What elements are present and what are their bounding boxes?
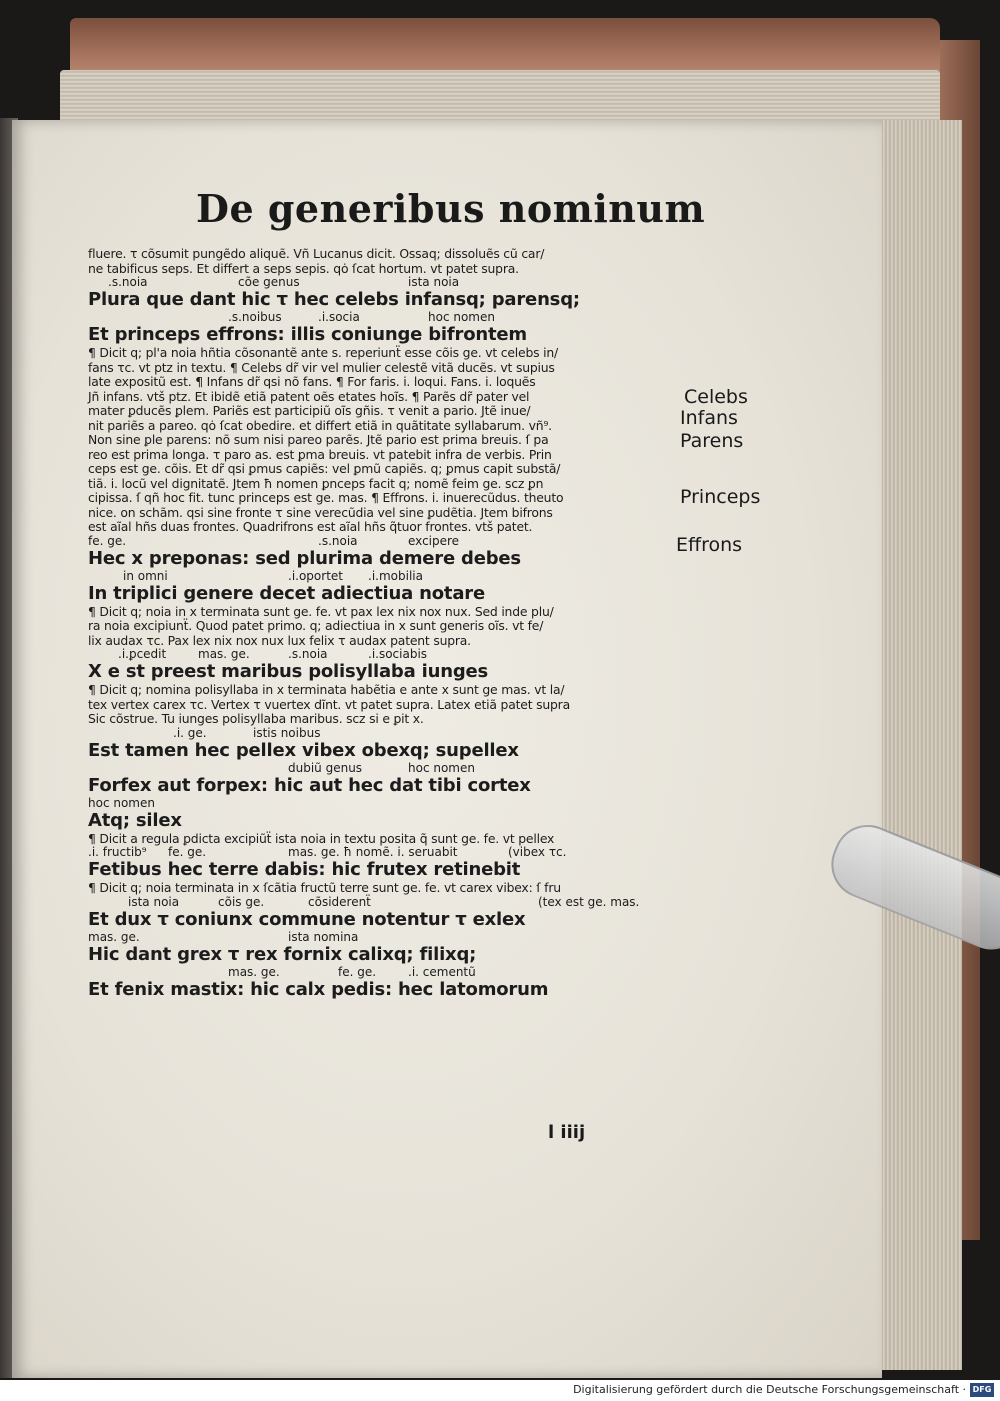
commentary-line: Non sine ꝑle parens: nõ sum nisi pareo parẽs. Jtẽ pario est prima breuis. ſ pa bbox=[88, 432, 549, 447]
commentary-line: ¶ Dicit q; pl'a noia hñtia cõsonantẽ ante s. reperiunẗ esse cõis ge. vt celebs in/ bbox=[88, 345, 558, 360]
gloss-word: mas. ge. bbox=[88, 929, 140, 944]
commentary-line: ¶ Dicit q; nomina polisyllaba in x terminata habẽtia e ante x sunt ge mas. vt la/ bbox=[88, 682, 565, 697]
gloss-word: .i. ge. bbox=[173, 725, 207, 740]
gloss-line bbox=[88, 727, 688, 740]
footer-bar bbox=[0, 1380, 1000, 1401]
margin-note: Effrons bbox=[676, 534, 743, 556]
dfg-logo: DFG bbox=[970, 1383, 994, 1397]
gloss-line bbox=[88, 846, 688, 859]
verse-line: Forfex aut forpex: hic aut hec dat tibi cortex bbox=[88, 774, 531, 796]
main-text-block bbox=[88, 247, 688, 1001]
commentary-line: lix audax τc. Pax lex nix nox nux lux felix τ audax patent supra. bbox=[88, 632, 471, 648]
commentary-line: reo est prima longa. τ paro as. est ꝑma breuis. vt patebit infra de verbis. Prin bbox=[88, 446, 552, 462]
gloss-word: dubiũ genus bbox=[288, 760, 363, 775]
gloss-word: ista nomina bbox=[288, 929, 359, 944]
gloss-word: .s.noia bbox=[318, 533, 358, 548]
gloss-word: mas. ge. bbox=[198, 647, 250, 661]
gloss-word: mas. ge. ħ nomẽ. i. seruabit bbox=[288, 845, 458, 859]
gloss-word: hoc nomen bbox=[408, 760, 475, 775]
gloss-word: .i.sociabis bbox=[368, 647, 428, 661]
verse-line: X e st preest maribus polisyllaba iunges bbox=[88, 661, 489, 682]
commentary-line: Jñ infans. vtš ptz. Et ibidẽ etiã patent oẽs etates hoĩs. ¶ Parẽs dr̃ pater vel bbox=[88, 388, 530, 404]
gloss-line bbox=[88, 276, 688, 289]
margin-note: Parens bbox=[680, 430, 744, 452]
commentary-line: Sic cõstrue. Tu iunges polisyllaba maribus. scz si e ꝑit x. bbox=[88, 711, 424, 726]
page-title: De generibus nominum bbox=[196, 186, 706, 231]
gloss-word: (tex est ge. mas. bbox=[538, 894, 640, 909]
commentary-line: late expositũ est. ¶ Infans dr̃ qsi nõ fans. ¶ For faris. i. loqui. Fans. i. loquẽs bbox=[88, 374, 536, 389]
gloss-line bbox=[88, 896, 688, 909]
page-edges-right bbox=[872, 120, 962, 1370]
gloss-word: cõis ge. bbox=[218, 894, 265, 909]
gloss-word: .i. cementũ bbox=[408, 964, 476, 979]
gloss-word: mas. ge. bbox=[228, 964, 280, 979]
verse-line: Fetibus hec terre dabis: hic frutex retinebit bbox=[88, 859, 521, 880]
gloss-word: fe. ge. bbox=[88, 533, 127, 548]
commentary-line: ¶ Dicit q; noia in x terminata sunt ge. fe. vt pax lex nix nox nux. Sed inde plu/ bbox=[88, 603, 554, 619]
gloss-word: ista noia bbox=[128, 894, 180, 909]
gloss-word: .i.mobilia bbox=[368, 568, 423, 583]
gloss-line bbox=[88, 797, 688, 810]
gloss-word: istis noibus bbox=[253, 725, 321, 740]
gloss-word: (vibex τc. bbox=[508, 845, 567, 859]
commentary-line: nit pariẽs a pareo. qȯ ſcat obedire. et differt etiã in quãtitate syllabarum. vñ⁹. bbox=[88, 417, 552, 433]
commentary-line: fans τc. vt ptz in textu. ¶ Celebs dr̃ vir vel mulier celestẽ vitã ducẽs. vt supius bbox=[88, 359, 555, 375]
gloss-word: .s.noia bbox=[288, 647, 328, 661]
margin-note: Celebs bbox=[684, 386, 748, 408]
commentary-line: mater ꝑducẽs ꝑlem. Pariẽs est participiũ oĩs gñis. τ venit a pario. Jtẽ inue/ bbox=[88, 403, 531, 418]
verse-line: Et princeps effrons: illis coniunge bifrontem bbox=[88, 324, 527, 345]
gloss-word: .i.socia bbox=[318, 310, 360, 324]
commentary-line: ra noia excipiunẗ. Quod patet primo. q; adiectiua in x sunt generis oĩs. vt fe/ bbox=[88, 618, 544, 633]
verse-line: Et dux τ coniunx commune notentur τ exlex bbox=[88, 908, 526, 930]
gloss-word: .s.noibus bbox=[228, 310, 282, 324]
commentary-line: ¶ Dicit q; noia terminata in x ſcãtia fructũ terre sunt ge. fe. vt carex vibex: ſ fru bbox=[88, 880, 561, 895]
commentary-line: ¶ Dicit a regula ꝑdicta excipiũẗ ista noia in textu posita q̃ sunt ge. fe. vt pellex bbox=[88, 830, 555, 846]
commentary-line: est aĩal hñs duas frontes. Quadrifrons est aĩal hñs q̃tuor frontes. vtš patet. bbox=[88, 519, 533, 534]
verse-line: Hic dant grex τ rex fornix calixq; filixq; bbox=[88, 943, 477, 965]
gloss-line bbox=[88, 311, 688, 324]
commentary-line: tex vertex carex τc. Vertex τ vuertex dĩnt. vt patet supra. Latex etiã patet supra bbox=[88, 696, 570, 712]
gloss-word: .i.oportet bbox=[288, 568, 343, 583]
gloss-word: .i. fructib⁹ bbox=[88, 845, 147, 859]
margin-note: Infans bbox=[680, 407, 738, 429]
commentary-line: fluere. τ cõsumit pungẽdo aliquẽ. Vñ Lucanus dicit. Ossaq; dissoluẽs cũ car/ bbox=[88, 246, 545, 261]
gloss-line bbox=[88, 762, 688, 775]
verse-line: Plura que dant hic τ hec celebs infansq; parensq; bbox=[88, 289, 580, 310]
gloss-line bbox=[88, 535, 688, 548]
commentary-line: tiã. i. locũ vel dignitatẽ. Jtem ħ nomen ꝑnceps facit q; nomẽ feim ge. scz ꝑn bbox=[88, 475, 544, 491]
margin-note: Princeps bbox=[680, 486, 761, 508]
gloss-word: ista noia bbox=[408, 275, 460, 289]
verse-line: Hec x preponas: sed plurima demere debes bbox=[88, 547, 521, 569]
commentary-line: cipissa. ſ qñ hoc fit. tunc princeps est ge. mas. ¶ Effrons. i. inuerecũdus. theuto bbox=[88, 490, 564, 505]
verse-line: Et fenix mastix: hic calx pedis: hec latomorum bbox=[88, 978, 549, 1000]
commentary-line: ceps est ge. cõis. Et dr̃ qsi ꝑmus capiẽs: vel ꝑmũ capiẽs. q; ꝑmus capit substã/ bbox=[88, 461, 561, 476]
gloss-word: fe. ge. bbox=[338, 964, 377, 979]
gloss-word: hoc nomen bbox=[428, 310, 495, 324]
gloss-word: cõe genus bbox=[238, 275, 300, 289]
page-number: l iiij bbox=[548, 1122, 586, 1143]
commentary-line: ne tabificus seps. Et differt a seps sepis. qȯ ſcat hortum. vt patet supra. bbox=[88, 260, 519, 276]
gloss-word: hoc nomen bbox=[88, 795, 155, 810]
verse-line: In triplici genere decet adiectiua notare bbox=[88, 582, 485, 604]
verse-line: Atq; silex bbox=[88, 809, 182, 831]
verse-line: Est tamen hec pellex vibex obexq; supellex bbox=[88, 739, 519, 761]
gloss-line bbox=[88, 570, 688, 583]
gloss-line bbox=[88, 648, 688, 661]
gloss-word: cõsiderenẗ bbox=[308, 894, 371, 909]
commentary-line: nice. on schãm. qsi sine fronte τ sine verecũdia vel sine ꝑudẽtia. Jtem bifrons bbox=[88, 504, 553, 520]
footer-credit: Digitalisierung gefördert durch die Deutsche Forschungsgemeinschaft · bbox=[573, 1383, 966, 1396]
gloss-word: in omni bbox=[123, 568, 168, 583]
gloss-word: .i.ꝑcedit bbox=[118, 647, 167, 661]
gloss-line bbox=[88, 966, 688, 979]
gloss-line bbox=[88, 931, 688, 944]
gloss-word: excipere bbox=[408, 533, 460, 548]
gloss-word: .s.noia bbox=[108, 275, 148, 289]
gloss-word: fe. ge. bbox=[168, 845, 207, 859]
